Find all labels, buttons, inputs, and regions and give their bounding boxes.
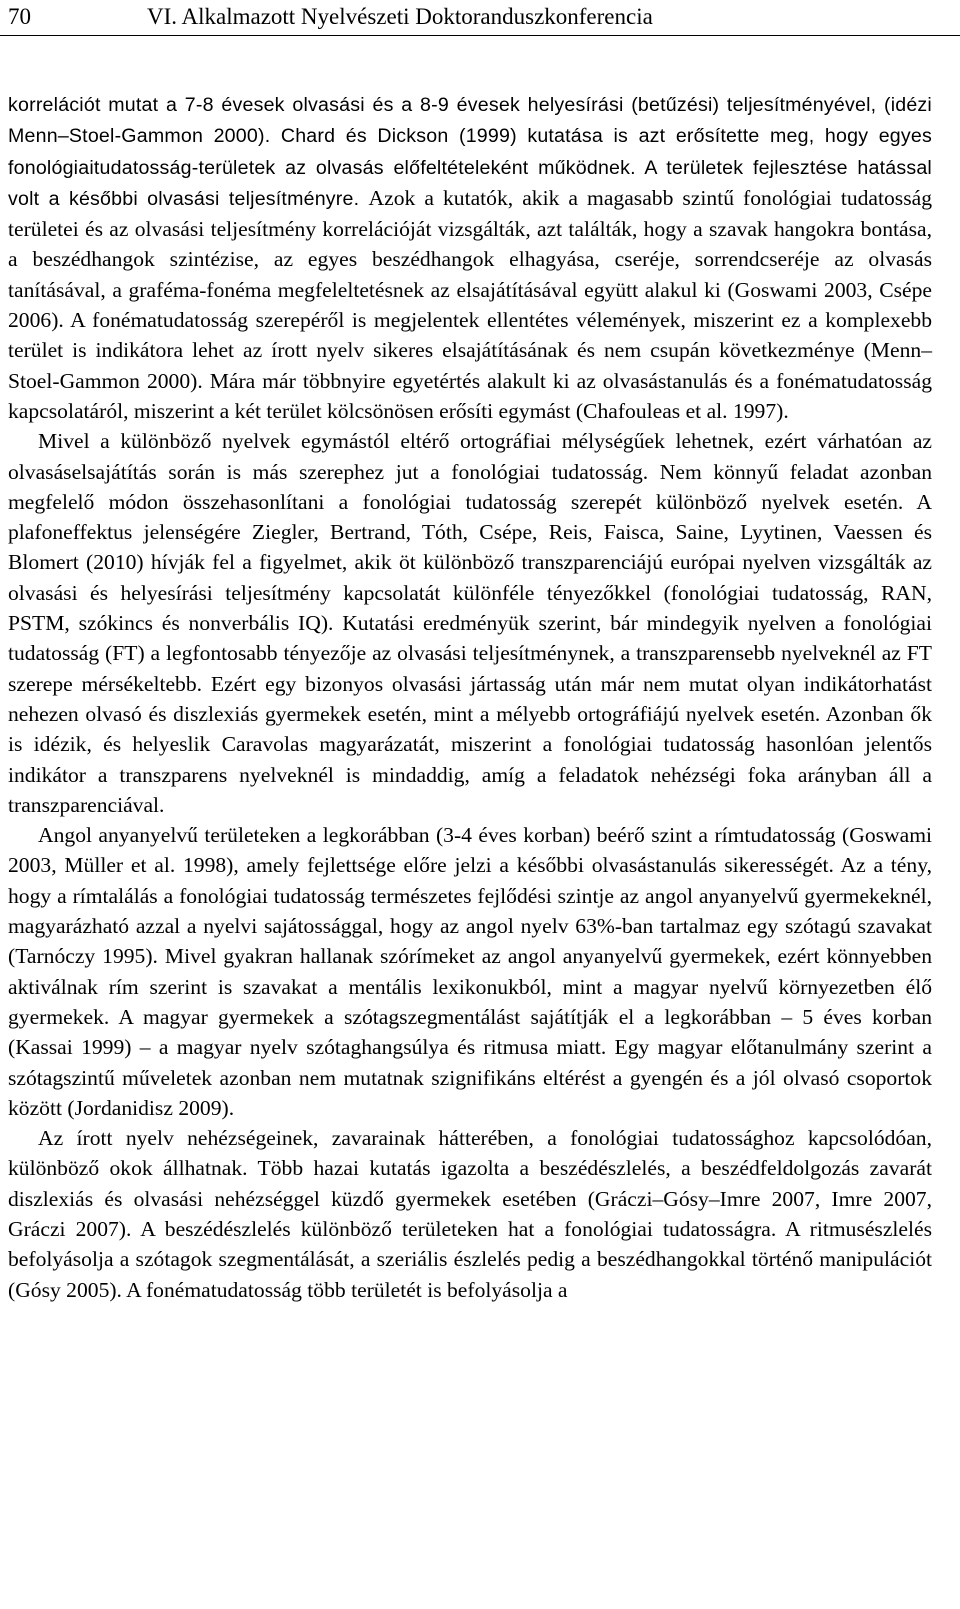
running-header xyxy=(0,0,960,36)
paragraph-3-text: Angol anyanyelvű területeken a legkorábban (3-4 éves korban) beérő szint a rímtudatosság (Goswami 2003, Müller et al. 1998), amely fejlettsége előre jelzi a későbbi olvasástanulás sikerességét. Az a tény, hogy a rímtalálás a fonológiai tudatosság természetes fejlődési szintje az angol anyanyelvű gyermekeknél, magyarázható azzal a nyelvi sajátossággal, hogy az angol nyelv 63%-ban tartalmaz egy szótagú szavakat (Tarnóczy 1995). Mivel gyakran hallanak szórímeket az angol anyanyelvű gyermekek, ezért könnyebben aktiválnak rím szerint is szavakat a mentális lexikonukból, mint a magyar nyelvű környezetben élő gyermekek. A magyar gyermekek a szótagszegmentálást sajátítják el a legkorábban – 5 éves korban (Kassai 1999) – a magyar nyelv szótaghangsúlya és ritmusa miatt. Egy magyar előtanulmány szerint a szótagszintű műveletek azonban nem mutatnak szignifikáns eltérést a gyengén és a jól olvasó csoportok között (Jordanidisz 2009). xyxy=(8,823,932,1120)
paragraph-2-text: Mivel a különböző nyelvek egymástól eltérő ortográfiai mélységűek lehetnek, ezért várhatóan az olvasáselsajátítás során is más szerephez jut a fonológiai tudatosság. Nem könnyű feladat azonban megfelelő módon összehasonlítani a fonológiai tudatosság szerepét különböző nyelvek esetén. A plafoneffektus jelenségére Ziegler, Bertrand, Tóth, Csépe, Reis, Faisca, Saine, Lyytinen, Vaessen és Blomert (2010) hívják fel a figyelmet, akik öt különböző transzparenciájú európai nyelven vizsgálták az olvasási és helyesírási teljesítmény kapcsolatát különféle tényezőkkel (fonológiai tudatosság, RAN, PSTM, szókincs és nonverbális IQ). Kutatási eredményük szerint, bár mindegyik nyelven a fonológiai tudatosság (FT) a legfontosabb tényezője az olvasási teljesítménynek, a transzparensebb nyelveknél az FT szerepe mérsékeltebb. Ezért egy bizonyos olvasási jártasság után már nem mutat olyan indikátorhatást nehezen olvasó és diszlexiás gyermekek esetén, mint a mélyebb ortográfiájú nyelvek esetén. Azonban ők is idézik, és helyeslik Caravolas magyarázatát, miszerint a fonológiai tudatosság hasonlóan jelentős indikátor a transzparens nyelveknél is mindaddig, amíg a feladatok nehézségi foka arányban áll a transzparenciával. xyxy=(8,429,932,817)
paragraph-2 xyxy=(8,426,932,820)
paragraph-1-sans-segment: korrelációt mutat a 7-8 évesek olvasási és a 8-9 évesek helyesírási (betűzési) teljesítményével, (idézi Menn–Stoel-Gammon 2000). Chard és Dickson (1999) kutatása is azt erősítette meg, hogy egyes fonológiaitudatosság-területek az olvasás előfeltételeként működnek. A területek fejlesztése hatással volt a későbbi olvasási teljesítményre. xyxy=(8,94,932,210)
paragraph-1 xyxy=(8,89,932,426)
page-number: 70 xyxy=(8,4,31,29)
paragraph-3 xyxy=(8,820,932,1123)
running-title: VI. Alkalmazott Nyelvészeti Doktoranduszkonferencia xyxy=(147,4,653,29)
paragraph-4 xyxy=(8,1123,932,1305)
body-text xyxy=(8,89,932,1305)
paragraph-4-text: Az írott nyelv nehézségeinek, zavarainak hátterében, a fonológiai tudatossághoz kapcsolódóan, különböző okok állhatnak. Több hazai kutatás igazolta a beszédészlelés, a beszédfeldolgozás zavarát diszlexiás és olvasási nehézséggel küzdő gyermekek esetében (Gráczi–Gósy–Imre 2007, Imre 2007, Gráczi 2007). A beszédészlelés különböző területeken hat a fonológiai tudatosságra. A ritmusészlelés befolyásolja a szótagok szegmentálását, a szeriális észlelés pedig a beszédhangokkal történő manipulációt (Gósy 2005). A fonématudatosság több területét is befolyásolja a xyxy=(8,1126,932,1302)
paragraph-1-serif-segment: Azok a kutatók, akik a magasabb szintű fonológiai tudatosság területei és az olvasási teljesítmény korrelációját vizsgálták, azt találták, hogy a szavak hangokra bontása, a beszédhangok szintézise, az egyes beszédhangok elhagyása, cseréje, sorrendcseréje az olvasás tanításával, a graféma-fonéma megfeleltetésnek az elsajátításával együtt alakul ki (Goswami 2003, Csépe 2006). A fonématudatosság szerepéről is megjelentek ellentétes vélemények, miszerint ez a komplexebb terület is indikátora lehet az írott nyelv sikeres elsajátításának és nem csupán következménye (Menn–Stoel-Gammon 2000). Mára már többnyire egyetértés alakult ki az olvasástanulás és a fonématudatosság kapcsolatáról, miszerint a két terület kölcsönösen erősíti egymást (Chafouleas et al. 1997). xyxy=(8,185,932,423)
